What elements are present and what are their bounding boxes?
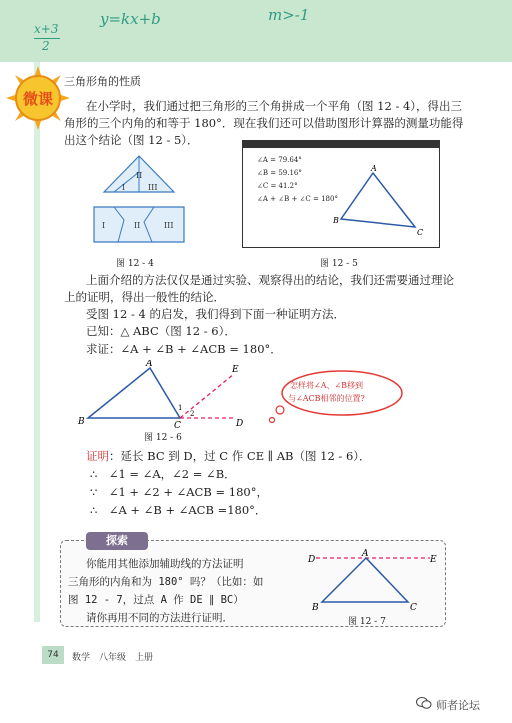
fig126-caption: 图 12 - 6 xyxy=(144,433,182,443)
fig127-A: A xyxy=(362,549,369,559)
para1-line2: 角形的三个内角的和等于 180°．现在我们还可以借助图形计算器的测量功能得 xyxy=(64,116,464,130)
fig127-D: D xyxy=(308,555,316,565)
figure-12-6 xyxy=(76,360,248,428)
fig126-E: E xyxy=(232,365,239,375)
header-equation: y=kx+b xyxy=(100,10,161,28)
proof-label: 证明 xyxy=(86,449,109,463)
watermark-text: 师者论坛 xyxy=(436,699,480,712)
fig124-label-2: I xyxy=(122,183,126,192)
para2-line1: 上面介绍的方法仅仅是通过实验、观察得出的结论，我们还需要通过理论 xyxy=(86,273,454,287)
figure-12-7 xyxy=(306,548,440,614)
proof-line3: ∴ ∠A + ∠B + ∠ACB =180°． xyxy=(90,503,267,517)
fig124-caption: 图 12 - 4 xyxy=(116,259,154,269)
measure-sum: ∠A + ∠B + ∠C = 180° xyxy=(257,195,338,203)
header-inequality: m>-1 xyxy=(268,6,310,24)
para1-line1: 在小学时，我们通过把三角形的三个角拼成一个平角（图 12 - 4），得出三 xyxy=(86,99,463,113)
fig127-E: E xyxy=(430,555,437,565)
proof-first: ：延长 BC 到 D，过 C 作 CE ∥ AB（图 12 - 6）． xyxy=(109,449,371,463)
explore-line2: 三角形的内角和为 180° 吗？（比如：如 xyxy=(68,576,264,588)
header-fraction-numerator: x+3 xyxy=(34,22,59,36)
fig124-label-6: III xyxy=(164,221,174,230)
explore-badge: 探索 xyxy=(86,532,148,550)
measure-B: ∠B = 59.16° xyxy=(257,169,302,177)
measure-A: ∠A = 79.64° xyxy=(257,156,302,164)
book-title: 数学 八年级 上册 xyxy=(72,653,154,663)
explore-line4: 请你再用不同的方法进行证明． xyxy=(86,612,233,624)
fig125-B: B xyxy=(333,216,339,225)
section-title: 三角形角的性质 xyxy=(64,75,141,88)
fig127-B: B xyxy=(312,603,319,613)
proof-line0 xyxy=(86,448,371,464)
explore-line1: 你能用其他添加辅助线的方法证明 xyxy=(86,558,244,570)
proof-line2: ∵ ∠1 + ∠2 + ∠ACB = 180°， xyxy=(90,485,268,499)
thought-line1: 怎样将∠A、∠B移到 xyxy=(290,381,364,390)
fig125-C: C xyxy=(417,228,424,237)
fig125-triangle xyxy=(331,161,431,241)
figure-12-4 xyxy=(84,152,194,252)
fig124-label-1: II xyxy=(136,171,143,180)
para1-line3: 出这个结论（图 12 - 5）． xyxy=(64,133,199,147)
wechat-icon xyxy=(416,696,432,710)
fig124-label-4: I xyxy=(102,221,106,230)
fig124-label-5: II xyxy=(134,221,141,230)
explore-line3: 图 12 - 7，过点 A 作 DE ∥ BC） xyxy=(68,594,244,606)
screen-top-bar xyxy=(243,141,439,148)
proof-line1: ∴ ∠1 = ∠A，∠2 = ∠B． xyxy=(90,467,236,481)
para3: 受图 12 - 4 的启发，我们得到下面一种证明方法． xyxy=(86,307,345,321)
left-margin-bar xyxy=(34,62,40,622)
fig126-B: B xyxy=(78,417,85,427)
prove: 求证：∠A + ∠B + ∠ACB = 180°． xyxy=(86,342,282,356)
given: 已知：△ ABC（图 12 - 6）． xyxy=(86,324,236,338)
header-band xyxy=(0,0,512,62)
fig126-A: A xyxy=(146,360,153,369)
fig125-A: A xyxy=(371,164,377,173)
fig125-caption: 图 12 - 5 xyxy=(320,259,358,269)
fig126-D: D xyxy=(236,419,244,428)
para2-line2: 上的证明，得出一般性的结论． xyxy=(64,290,225,304)
fig126-C: C xyxy=(174,421,181,428)
thought-line2: 与∠ACB相邻的位置? xyxy=(288,394,365,403)
fig127-caption: 图 12 - 7 xyxy=(348,617,386,627)
fig124-label-3: III xyxy=(148,183,158,192)
badge-label: 微课 xyxy=(22,90,53,108)
fig126-angle-2: 2 xyxy=(190,410,195,418)
header-fraction-denominator: 2 xyxy=(42,39,50,53)
calculator-screen xyxy=(242,140,440,248)
page-number: 74 xyxy=(42,646,64,664)
fig126-angle-1: 1 xyxy=(178,404,183,412)
fig127-C: C xyxy=(410,603,417,613)
measure-C: ∠C = 41.2° xyxy=(257,182,298,190)
